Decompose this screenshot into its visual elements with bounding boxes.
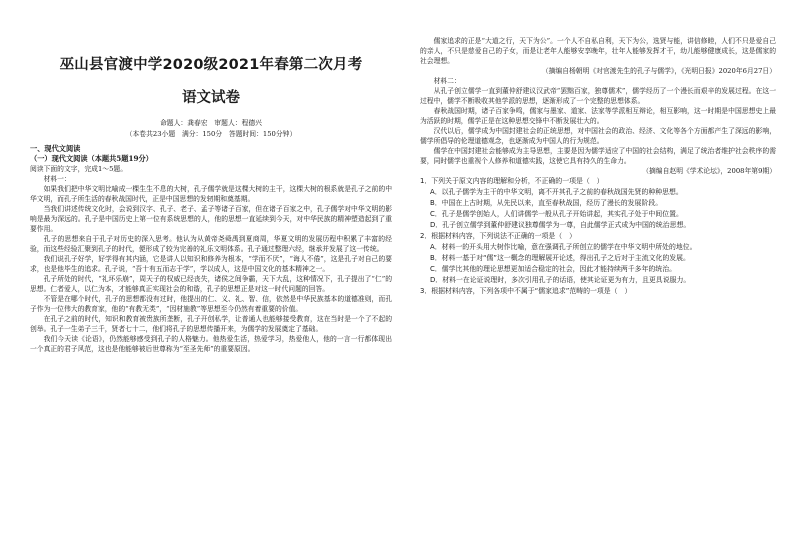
exam-subtitle: 语文试卷 [182,90,240,106]
question-stem: 2．根据材料内容，下列说法不正确的一项是（ ） [420,232,576,240]
answer-option: D．孔子创立儒学到董仲舒建议独尊儒学为一尊，自此儒学正式成为中国的统治思想。 [430,221,691,229]
exam-title: 巫山县官渡中学2020级2021年春第二次月考 [59,57,363,73]
paragraph: 我们说孔子好学，好学得有其内涵，它是讲人以知识和修养为根本，“学而不厌”，“诲人不倦”，这是孔子对自己的要求，也是他毕生的追求。孔子说，“吾十有五而志于学”，学以成人，这是中国文化的基本精神之一。 [30,255,392,273]
paragraph: 儒家追求的正是“大道之行，天下为公”。一个人不自私自利，天下为公，选贤与能，讲信修睦，人们不只是爱自己的亲人，不只是慈爱自己的子女，而是让老年人能够安享晚年，壮年人能够发挥才干，幼儿能够健康成长，这是儒家的社会理想。 [420,37,776,65]
paragraph: 汉代以后，儒学成为中国封建社会的正统思想，对中国社会的政治、经济、文化等各个方面都产生了深远的影响，儒学所倡导的伦理道德观念，也逐渐成为中国人的行为规范。 [420,127,776,145]
paragraph: 儒学在中国封建社会能够成为主导思想，主要是因为儒学适应了中国的社会结构，满足了统治者维护社会秩序的需要，同时儒学也重视个人修养和道德实践，这使它具有持久的生命力。 [420,147,776,165]
answer-option: A．以孔子儒学为主干的中华文明，离不开其孔子之前的春秋战国先贤的种种思想。 [430,188,683,196]
right-column [420,0,776,297]
paragraph: 不管是在哪个时代，孔子的思想都没有过时，他提出的仁、义、礼、智、信，依然是中华民族基本的道德准则，而孔子作为一位伟大的教育家，他的“有教无类”，“因材施教”等思想至今仍然有着重要的价值。 [30,295,392,313]
paragraph: 我们今天读《论语》，仍然能够感受到孔子的人格魅力。他热爱生活，热爱学习，热爱他人，他的一言一行都体现出一个真正的君子风范，这也是他能够被后世尊称为“至圣先师”的重要原因。 [30,335,392,353]
answer-option: A．材料一的开头用大树作比喻，意在强调孔子所创立的儒学在中华文明中所处的地位。 [430,243,697,251]
subsection-heading: （一）现代文阅读（本题共5题19分） [30,154,153,163]
paragraph: 孔子的思想来自于孔子对历史的深入思考。他认为从黄帝尧舜禹到夏商周，华夏文明的发展历程中积累了丰富的经验，而这些经验汇聚到孔子的时代，便形成了较为完善的礼乐文明体系。孔子通过整理六经，继承并发展了这一传统。 [30,235,392,253]
paragraph: 孔子所处的时代，“礼坏乐崩”，周天子的权威已经丧失，诸侯之间争霸，天下大乱，这种情况下，孔子提出了“仁”的思想。仁者爱人，以仁为本，才能够真正实现社会的和谐，孔子的思想正是对这一时代问题的回答。 [30,275,392,293]
question-stem: 1．下列关于原文内容的理解和分析，不正确的一项是（ ） [420,177,604,185]
answer-option: B．材料一基于对“儒”这一概念的理解展开论述，得出孔子之后对于主流文化的发展。 [430,254,690,262]
material-label: 材料一： [43,175,71,183]
section-heading: 一、现代文阅读 [30,144,81,153]
source-citation: （摘编自赵明《学术论坛》，2008年第9期） [642,167,776,175]
paragraph: 如果我们把中华文明比喻成一棵生生不息的大树，孔子儒学就是这棵大树的主干，这棵大树的根系就是孔子之前的中华文明，而孔子所生活的春秋战国时代，正是中国思想的发轫期和奠基期。 [30,185,392,203]
paragraph: 从孔子创立儒学一直到董仲舒建议汉武帝“罢黜百家，独尊儒术”，儒学经历了一个漫长而艰辛的发展过程。在这一过程中，儒学不断吸收其他学派的思想，逐渐形成了一个完整的思想体系。 [420,87,776,105]
paragraph: 在孔子之前的时代，知识和教育被贵族所垄断，孔子开创私学，让普通人也能够接受教育，这在当时是一个了不起的创举。孔子一生弟子三千，贤者七十二，他们将孔子的思想传播开来，为儒学的发展奠定了基础。 [30,315,392,333]
left-column [30,0,392,354]
paragraph: 当我们讲述传统文化时，会说到汉字、孔子、老子、孟子等诸子百家，但在诸子百家之中，孔子儒学对中华文明的影响是最为深远的。孔子是中国历史上第一位有系统思想的人，他的思想一直延续到今天，对中华民族的精神塑造起到了重要作用。 [30,205,392,233]
paragraph: 春秋战国时期，诸子百家争鸣，儒家与墨家、道家、法家等学派相互辩论，相互影响，这一时期是中国思想史上最为活跃的时期，儒学正是在这种思想交锋中不断发展壮大的。 [420,107,776,125]
exam-info: （本卷共23小题 满分：150分 答题时间：150分钟） [125,130,297,138]
source-citation: （摘编自杨朝明《对官渡先生的孔子与儒学》，《光明日报》2020年6月27日） [541,67,776,75]
material-label: 材料二： [433,77,461,85]
answer-option: D．材料一在论证说理时，多次引用孔子的话语，使其论证更为有力，且更具说服力。 [430,276,691,284]
answer-option: C．儒学比其他的理论思想更加适合稳定的社会，因此才能持续两千多年的统治。 [430,265,676,273]
exam-authors: 命题人：龚春宏 审题人：程德兴 [160,119,262,127]
instruction: 阅读下面的文字，完成1～5题。 [30,165,128,173]
answer-option: B．中国在上古时期，从先民以来，直至春秋战国，经历了漫长的发展阶段。 [430,199,663,207]
answer-option: C．孔子是儒学创始人，人们讲儒学一般从孔子开始讲起，其实孔子处于中间位置。 [430,210,683,218]
question-stem: 3．根据材料内容，下列各项中不属于“儒家追求”范畴的一项是（ ） [420,287,632,295]
